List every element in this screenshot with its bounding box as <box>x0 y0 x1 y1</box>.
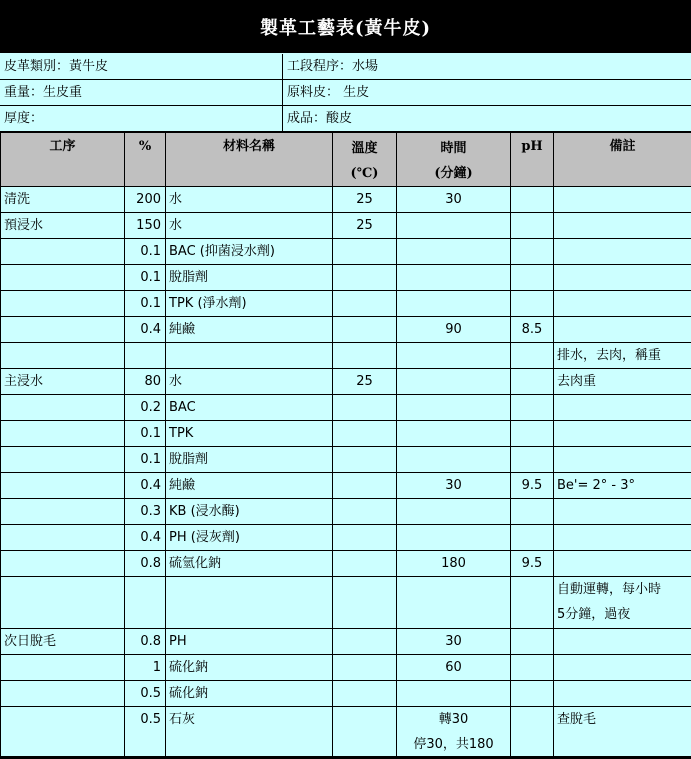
cell-time-text: 30 <box>400 629 507 654</box>
cell-percent[interactable] <box>125 317 166 343</box>
cell-percent-text: 0.2 <box>128 395 161 420</box>
cell-process-text: 次日脫毛 <box>4 629 121 654</box>
cell-temperature[interactable] <box>333 213 397 239</box>
cell-temperature[interactable] <box>333 239 397 265</box>
cell-material[interactable] <box>166 187 333 213</box>
cell-percent-text: 0.1 <box>128 447 161 472</box>
meta-stage[interactable]: 工段程序：水場 <box>283 54 691 79</box>
cell-process[interactable] <box>1 525 125 551</box>
cell-material-text: 硫化鈉 <box>169 655 329 680</box>
meta-raw-hide[interactable]: 原料皮： 生皮 <box>283 80 691 105</box>
meta-row <box>0 80 691 106</box>
cell-percent[interactable] <box>125 291 166 317</box>
cell-ph-text: 9.5 <box>514 473 550 498</box>
cell-note[interactable] <box>554 473 691 499</box>
cell-process[interactable] <box>1 473 125 499</box>
cell-time-text: 90 <box>400 317 507 342</box>
table-row <box>1 525 691 551</box>
cell-ph[interactable] <box>511 707 554 759</box>
cell-ph[interactable] <box>511 239 554 265</box>
cell-time[interactable] <box>397 681 511 707</box>
cell-process[interactable] <box>1 629 125 655</box>
cell-time[interactable] <box>397 317 511 343</box>
cell-ph[interactable] <box>511 265 554 291</box>
cell-temperature[interactable] <box>333 681 397 707</box>
table-row <box>1 317 691 343</box>
table-row <box>1 551 691 577</box>
cell-material[interactable] <box>166 577 333 629</box>
cell-material[interactable] <box>166 447 333 473</box>
cell-note[interactable] <box>554 421 691 447</box>
header-temp-line2: (℃) <box>336 161 393 186</box>
cell-ph[interactable] <box>511 655 554 681</box>
cell-note[interactable] <box>554 187 691 213</box>
cell-note[interactable] <box>554 629 691 655</box>
cell-time[interactable] <box>397 369 511 395</box>
header-row <box>1 133 691 187</box>
cell-note[interactable] <box>554 681 691 707</box>
cell-material-text: BAC <box>169 395 329 420</box>
cell-temperature-text: 25 <box>336 187 393 212</box>
cell-material[interactable] <box>166 291 333 317</box>
cell-ph[interactable] <box>511 395 554 421</box>
header-note: 備註 <box>554 133 691 187</box>
meta-row <box>0 106 691 132</box>
cell-material[interactable] <box>166 265 333 291</box>
cell-note[interactable] <box>554 525 691 551</box>
table-row <box>1 343 691 369</box>
header-percent: % <box>125 133 166 187</box>
cell-time-text: 轉30 <box>400 707 507 732</box>
cell-note[interactable] <box>554 213 691 239</box>
cell-process[interactable] <box>1 239 125 265</box>
cell-material[interactable] <box>166 239 333 265</box>
cell-ph[interactable] <box>511 629 554 655</box>
cell-material[interactable] <box>166 655 333 681</box>
cell-note-text: 去肉重 <box>557 369 688 394</box>
cell-temperature[interactable] <box>333 291 397 317</box>
cell-material[interactable] <box>166 525 333 551</box>
cell-material-text: 脫脂劑 <box>169 265 329 290</box>
cell-time[interactable] <box>397 265 511 291</box>
cell-material[interactable] <box>166 213 333 239</box>
cell-ph[interactable] <box>511 213 554 239</box>
cell-note-text: 自動運轉，每小時 <box>557 577 688 602</box>
cell-ph[interactable] <box>511 291 554 317</box>
cell-temperature[interactable] <box>333 707 397 759</box>
table-row <box>1 187 691 213</box>
cell-note[interactable] <box>554 499 691 525</box>
cell-time[interactable] <box>397 213 511 239</box>
cell-temperature[interactable] <box>333 655 397 681</box>
cell-temperature[interactable] <box>333 187 397 213</box>
cell-note[interactable] <box>554 395 691 421</box>
cell-process[interactable] <box>1 187 125 213</box>
cell-process[interactable] <box>1 681 125 707</box>
cell-percent-text: 0.4 <box>128 525 161 550</box>
cell-ph[interactable] <box>511 551 554 577</box>
cell-time-text: 30 <box>400 187 507 212</box>
cell-ph[interactable] <box>511 343 554 369</box>
cell-percent-text: 0.1 <box>128 265 161 290</box>
meta-info <box>0 54 691 132</box>
meta-leather-type[interactable]: 皮革類別：黃牛皮 <box>0 54 283 79</box>
cell-note-text: 查脫毛 <box>557 707 688 732</box>
cell-percent[interactable] <box>125 577 166 629</box>
cell-temperature[interactable] <box>333 317 397 343</box>
cell-temperature[interactable] <box>333 395 397 421</box>
cell-time[interactable] <box>397 473 511 499</box>
cell-percent[interactable] <box>125 681 166 707</box>
cell-time-text: 60 <box>400 655 507 680</box>
cell-time[interactable] <box>397 187 511 213</box>
cell-material[interactable] <box>166 707 333 759</box>
cell-ph[interactable] <box>511 499 554 525</box>
cell-percent-text: 0.3 <box>128 499 161 524</box>
cell-percent-text: 0.5 <box>128 707 161 732</box>
cell-note[interactable] <box>554 577 691 629</box>
cell-process[interactable] <box>1 655 125 681</box>
cell-note-text: 排水，去肉，稱重 <box>557 343 688 368</box>
cell-process[interactable] <box>1 499 125 525</box>
cell-material-text: TPK <box>169 421 329 446</box>
cell-ph[interactable] <box>511 473 554 499</box>
cell-ph[interactable] <box>511 681 554 707</box>
cell-material-text: PH (浸灰劑) <box>169 525 329 550</box>
cell-time[interactable] <box>397 291 511 317</box>
cell-note[interactable] <box>554 265 691 291</box>
table-row <box>1 291 691 317</box>
cell-percent-text: 0.8 <box>128 551 161 576</box>
cell-time[interactable] <box>397 421 511 447</box>
header-time-line2: (分鐘) <box>400 161 507 186</box>
cell-note-text: Be'= 2° - 3° <box>557 473 688 498</box>
cell-percent[interactable] <box>125 655 166 681</box>
table-row <box>1 239 691 265</box>
cell-ph[interactable] <box>511 525 554 551</box>
cell-material[interactable] <box>166 629 333 655</box>
cell-percent-text: 0.4 <box>128 473 161 498</box>
process-table <box>0 132 691 759</box>
cell-time-text-line2: 停30，共180 <box>400 732 507 757</box>
meta-thickness[interactable]: 厚度： <box>0 106 283 131</box>
cell-temperature[interactable] <box>333 473 397 499</box>
cell-time[interactable] <box>397 551 511 577</box>
cell-time-text: 30 <box>400 473 507 498</box>
cell-process-text: 主浸水 <box>4 369 121 394</box>
cell-percent-text: 200 <box>128 187 161 212</box>
cell-temperature[interactable] <box>333 499 397 525</box>
header-temperature <box>333 133 397 187</box>
cell-percent[interactable] <box>125 421 166 447</box>
table-row <box>1 265 691 291</box>
cell-material[interactable] <box>166 343 333 369</box>
cell-note[interactable] <box>554 655 691 681</box>
table-row <box>1 655 691 681</box>
cell-material-text: 水 <box>169 369 329 394</box>
cell-percent[interactable] <box>125 447 166 473</box>
cell-ph[interactable] <box>511 317 554 343</box>
cell-process[interactable] <box>1 551 125 577</box>
cell-percent[interactable] <box>125 187 166 213</box>
table-row <box>1 499 691 525</box>
cell-process[interactable] <box>1 577 125 629</box>
meta-product[interactable]: 成品：酸皮 <box>283 106 691 131</box>
table-row <box>1 395 691 421</box>
header-time-line1: 時間 <box>400 136 507 161</box>
table-row <box>1 213 691 239</box>
cell-time[interactable] <box>397 447 511 473</box>
cell-note[interactable] <box>554 447 691 473</box>
cell-percent[interactable] <box>125 707 166 759</box>
cell-percent[interactable] <box>125 629 166 655</box>
cell-percent[interactable] <box>125 499 166 525</box>
cell-percent-text: 0.5 <box>128 681 161 706</box>
table-row <box>1 473 691 499</box>
cell-time[interactable] <box>397 525 511 551</box>
cell-temperature[interactable] <box>333 525 397 551</box>
cell-process[interactable] <box>1 421 125 447</box>
cell-temperature[interactable] <box>333 421 397 447</box>
cell-percent-text: 0.1 <box>128 291 161 316</box>
cell-process[interactable] <box>1 213 125 239</box>
cell-time[interactable] <box>397 707 511 759</box>
cell-time[interactable] <box>397 629 511 655</box>
cell-note[interactable] <box>554 551 691 577</box>
page-title: 製革工藝表(黃牛皮) <box>0 0 691 53</box>
cell-process[interactable] <box>1 317 125 343</box>
cell-material-text: BAC (抑菌浸水劑) <box>169 239 329 264</box>
table-row <box>1 369 691 395</box>
header-process: 工序 <box>1 133 125 187</box>
meta-weight[interactable]: 重量：生皮重 <box>0 80 283 105</box>
cell-material-text: 純鹼 <box>169 317 329 342</box>
cell-temperature[interactable] <box>333 577 397 629</box>
cell-material-text: 硫化鈉 <box>169 681 329 706</box>
cell-process[interactable] <box>1 343 125 369</box>
table-row <box>1 447 691 473</box>
cell-process[interactable] <box>1 265 125 291</box>
cell-percent[interactable] <box>125 343 166 369</box>
cell-note[interactable] <box>554 291 691 317</box>
cell-process-text: 預浸水 <box>4 213 121 238</box>
cell-time-text: 180 <box>400 551 507 576</box>
cell-material-text: KB (浸水酶) <box>169 499 329 524</box>
cell-material[interactable] <box>166 681 333 707</box>
cell-material-text: 脫脂劑 <box>169 447 329 472</box>
cell-note[interactable] <box>554 369 691 395</box>
cell-note[interactable] <box>554 239 691 265</box>
cell-percent[interactable] <box>125 265 166 291</box>
cell-ph-text: 9.5 <box>514 551 550 576</box>
cell-ph[interactable] <box>511 447 554 473</box>
cell-percent[interactable] <box>125 369 166 395</box>
table-row <box>1 577 691 629</box>
cell-note[interactable] <box>554 707 691 759</box>
cell-note[interactable] <box>554 317 691 343</box>
cell-material-text: 石灰 <box>169 707 329 732</box>
cell-time[interactable] <box>397 577 511 629</box>
cell-temperature-text: 25 <box>336 369 393 394</box>
cell-temperature[interactable] <box>333 447 397 473</box>
table-row <box>1 629 691 655</box>
cell-material[interactable] <box>166 473 333 499</box>
cell-material-text: PH <box>169 629 329 654</box>
cell-ph[interactable] <box>511 421 554 447</box>
cell-process-text: 清洗 <box>4 187 121 212</box>
cell-note[interactable] <box>554 343 691 369</box>
cell-time[interactable] <box>397 499 511 525</box>
cell-percent-text: 0.8 <box>128 629 161 654</box>
cell-percent-text: 150 <box>128 213 161 238</box>
cell-process[interactable] <box>1 395 125 421</box>
cell-percent[interactable] <box>125 239 166 265</box>
cell-material-text: 硫氫化鈉 <box>169 551 329 576</box>
cell-temperature[interactable] <box>333 551 397 577</box>
cell-temperature[interactable] <box>333 369 397 395</box>
cell-material[interactable] <box>166 369 333 395</box>
cell-ph[interactable] <box>511 577 554 629</box>
cell-percent[interactable] <box>125 213 166 239</box>
table-row <box>1 681 691 707</box>
cell-time[interactable] <box>397 239 511 265</box>
cell-material[interactable] <box>166 499 333 525</box>
cell-material-text: TPK (淨水劑) <box>169 291 329 316</box>
cell-ph-text: 8.5 <box>514 317 550 342</box>
cell-ph[interactable] <box>511 369 554 395</box>
table-row <box>1 421 691 447</box>
cell-percent[interactable] <box>125 395 166 421</box>
cell-material-text: 水 <box>169 187 329 212</box>
cell-process[interactable] <box>1 291 125 317</box>
cell-temperature-text: 25 <box>336 213 393 238</box>
cell-material-text: 水 <box>169 213 329 238</box>
header-material: 材料名稱 <box>166 133 333 187</box>
cell-percent[interactable] <box>125 473 166 499</box>
table-row <box>1 707 691 759</box>
cell-time[interactable] <box>397 343 511 369</box>
cell-ph[interactable] <box>511 187 554 213</box>
cell-percent-text: 80 <box>128 369 161 394</box>
cell-material[interactable] <box>166 551 333 577</box>
header-temp-line1: 溫度 <box>336 136 393 161</box>
header-ph: pH <box>511 133 554 187</box>
cell-percent[interactable] <box>125 525 166 551</box>
cell-process[interactable] <box>1 707 125 759</box>
cell-percent-text: 0.1 <box>128 239 161 264</box>
cell-process[interactable] <box>1 369 125 395</box>
cell-temperature[interactable] <box>333 343 397 369</box>
cell-percent-text: 0.1 <box>128 421 161 446</box>
meta-row <box>0 54 691 80</box>
cell-material-text: 純鹼 <box>169 473 329 498</box>
cell-temperature[interactable] <box>333 629 397 655</box>
cell-temperature[interactable] <box>333 265 397 291</box>
cell-time[interactable] <box>397 655 511 681</box>
cell-material[interactable] <box>166 317 333 343</box>
header-time <box>397 133 511 187</box>
cell-percent-text: 0.4 <box>128 317 161 342</box>
cell-material[interactable] <box>166 395 333 421</box>
cell-note-text-line2: 5分鐘，過夜 <box>557 602 688 627</box>
cell-process[interactable] <box>1 447 125 473</box>
table-body <box>1 187 691 759</box>
cell-percent-text: 1 <box>128 655 161 680</box>
cell-time[interactable] <box>397 395 511 421</box>
cell-material[interactable] <box>166 421 333 447</box>
cell-percent[interactable] <box>125 551 166 577</box>
